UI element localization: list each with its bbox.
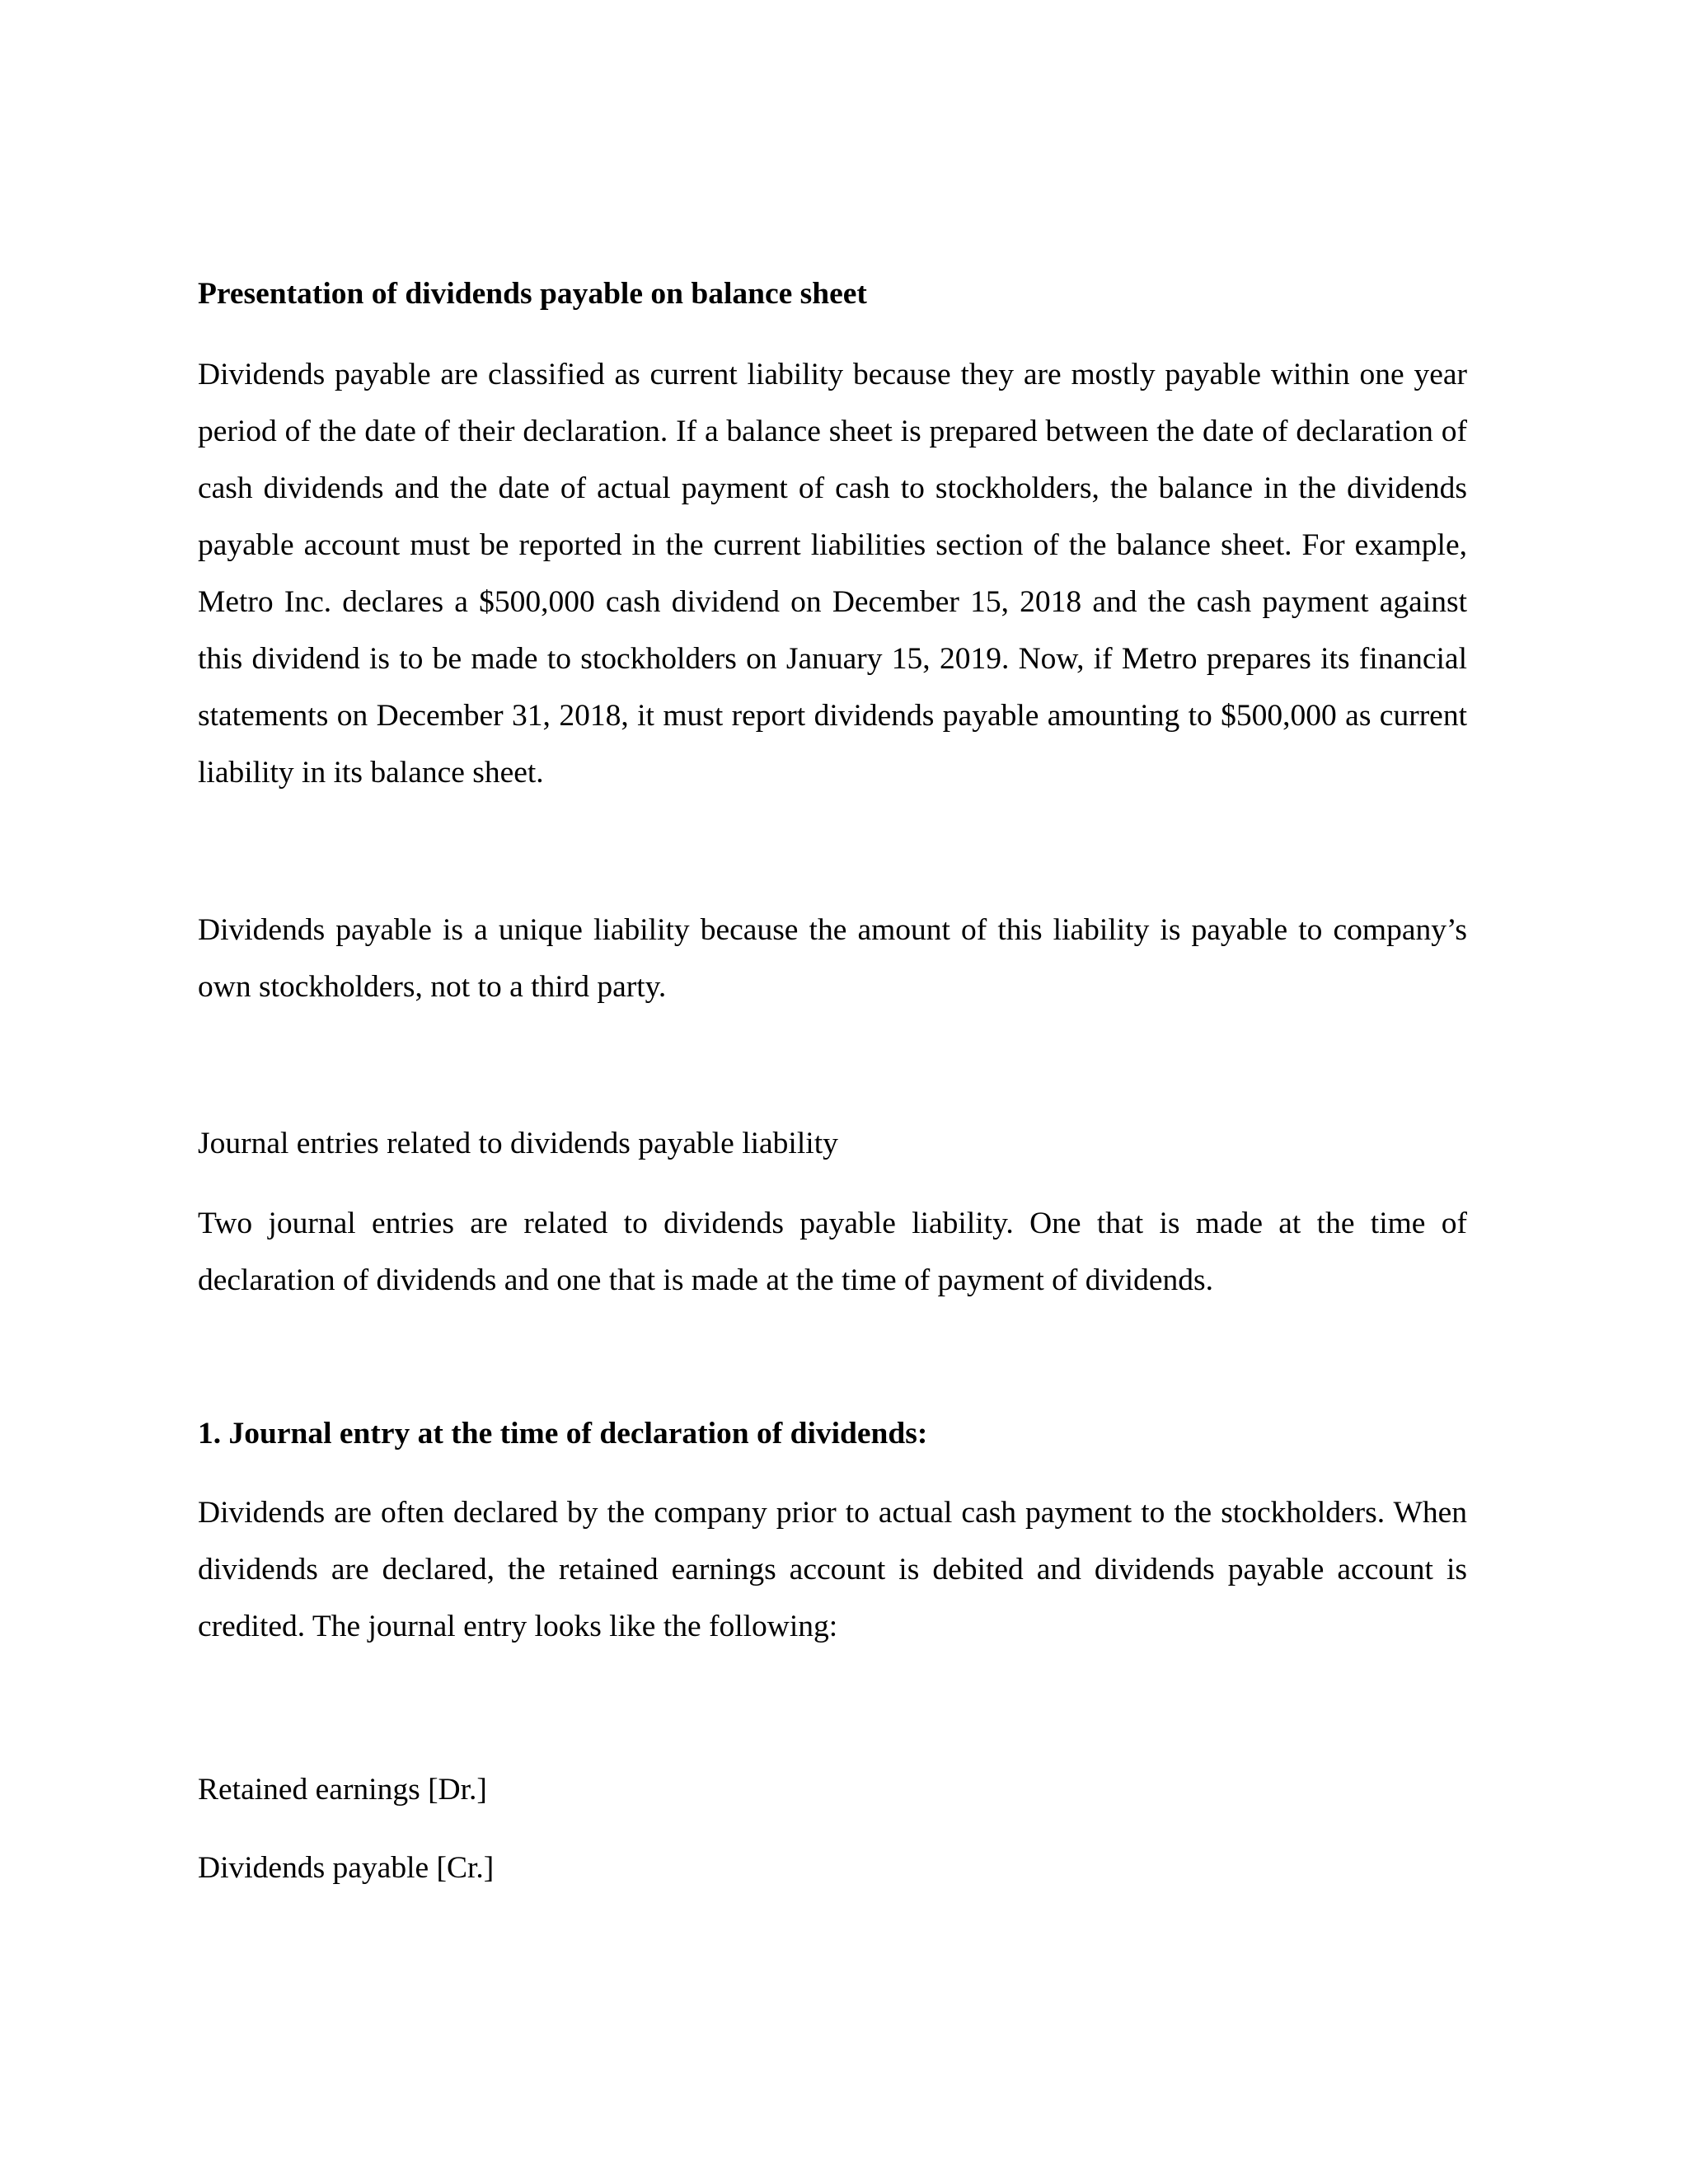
- section-heading-declaration: 1. Journal entry at the time of declaration of dividends:: [198, 1417, 928, 1451]
- journal-entry-credit: Dividends payable [Cr.]: [198, 1851, 495, 1885]
- paragraph-classification: Dividends payable are classified as current liability because they are mostly payable within one year period of the date of their declaration. If a balance sheet is prepared between the date of declaration of cash dividends and the date of actual payment of cash to stockholders, the balance in the dividends payable account must be reported in the current liabilities section of the balance sheet. For example, Metro Inc. declares a $500,000 cash dividend on December 15, 2018 and the cash payment against this dividend is to be made to stockholders on January 15, 2019. Now, if Metro prepares its financial statements on December 31, 2018, it must report dividends payable amounting to $500,000 as current liability in its balance sheet.: [198, 358, 1467, 790]
- subheading-journal-entries: Journal entries related to dividends payable liability: [198, 1127, 838, 1160]
- journal-entry-debit: Retained earnings [Dr.]: [198, 1773, 487, 1807]
- paragraph-unique-liability: Dividends payable is a unique liability because the amount of this liability is payable to company’s own stockholders, not to a third party.: [198, 913, 1467, 1004]
- paragraph-two-entries: Two journal entries are related to dividends payable liability. One that is made at the time of declaration of dividends and one that is made at the time of payment of dividends.: [198, 1207, 1467, 1297]
- paragraph-declaration: Dividends are often declared by the company prior to actual cash payment to the stockholders. When dividends are declared, the retained earnings account is debited and dividends payable account is credited. The journal entry looks like the following:: [198, 1496, 1467, 1643]
- section-heading-presentation: Presentation of dividends payable on balance sheet: [198, 277, 867, 311]
